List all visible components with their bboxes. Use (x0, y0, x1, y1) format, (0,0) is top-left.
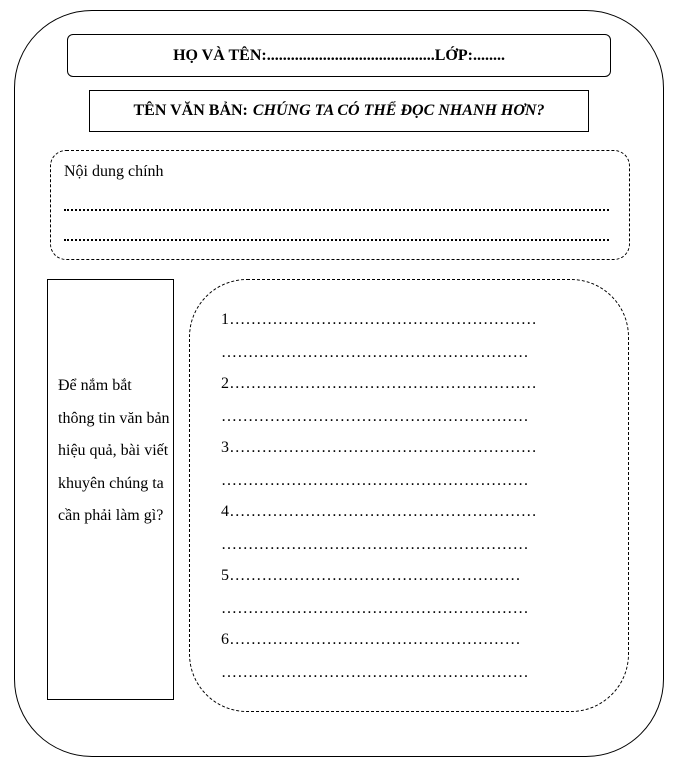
main-content-line-1[interactable] (64, 207, 609, 211)
answer-line-3b[interactable]: ………………………………………………… (221, 472, 529, 489)
answer-line-4b[interactable]: ………………………………………………… (221, 536, 529, 553)
answer-line-3[interactable]: 3………………………………………………… (221, 439, 537, 456)
question-text: Để nắm bắt thông tin văn bản hiệu quả, bài viết khuyên chúng ta cần phải làm gì? (58, 377, 170, 524)
name-label: HỌ VÀ TÊN: (173, 46, 267, 64)
class-label: LỚP: (434, 46, 473, 64)
question-box (47, 279, 174, 700)
answer-line-2b[interactable]: ………………………………………………… (221, 408, 529, 425)
main-content-label: Nội dung chính (64, 163, 164, 180)
answer-line-5[interactable]: 5……………………………………………… (221, 567, 521, 584)
title-value: CHÚNG TA CÓ THỂ ĐỌC NHANH HƠN? (252, 102, 545, 119)
answer-line-4[interactable]: 4………………………………………………… (221, 503, 537, 520)
main-content-line-2[interactable] (64, 237, 609, 241)
answer-line-2[interactable]: 2………………………………………………… (221, 375, 537, 392)
title-label: TÊN VĂN BẢN: (133, 102, 248, 119)
class-field[interactable]: ........ (472, 46, 505, 64)
answer-box (189, 279, 629, 712)
answer-line-6b[interactable]: ………………………………………………… (221, 664, 529, 681)
text-title-box (89, 90, 589, 132)
student-info-box (67, 34, 611, 77)
answer-line-5b[interactable]: ………………………………………………… (221, 600, 529, 617)
main-content-box (50, 150, 630, 260)
answer-line-1[interactable]: 1………………………………………………… (221, 311, 537, 328)
name-field[interactable]: .......................................... (266, 46, 435, 64)
answer-line-6[interactable]: 6……………………………………………… (221, 631, 521, 648)
answer-line-1b[interactable]: ………………………………………………… (221, 344, 529, 361)
